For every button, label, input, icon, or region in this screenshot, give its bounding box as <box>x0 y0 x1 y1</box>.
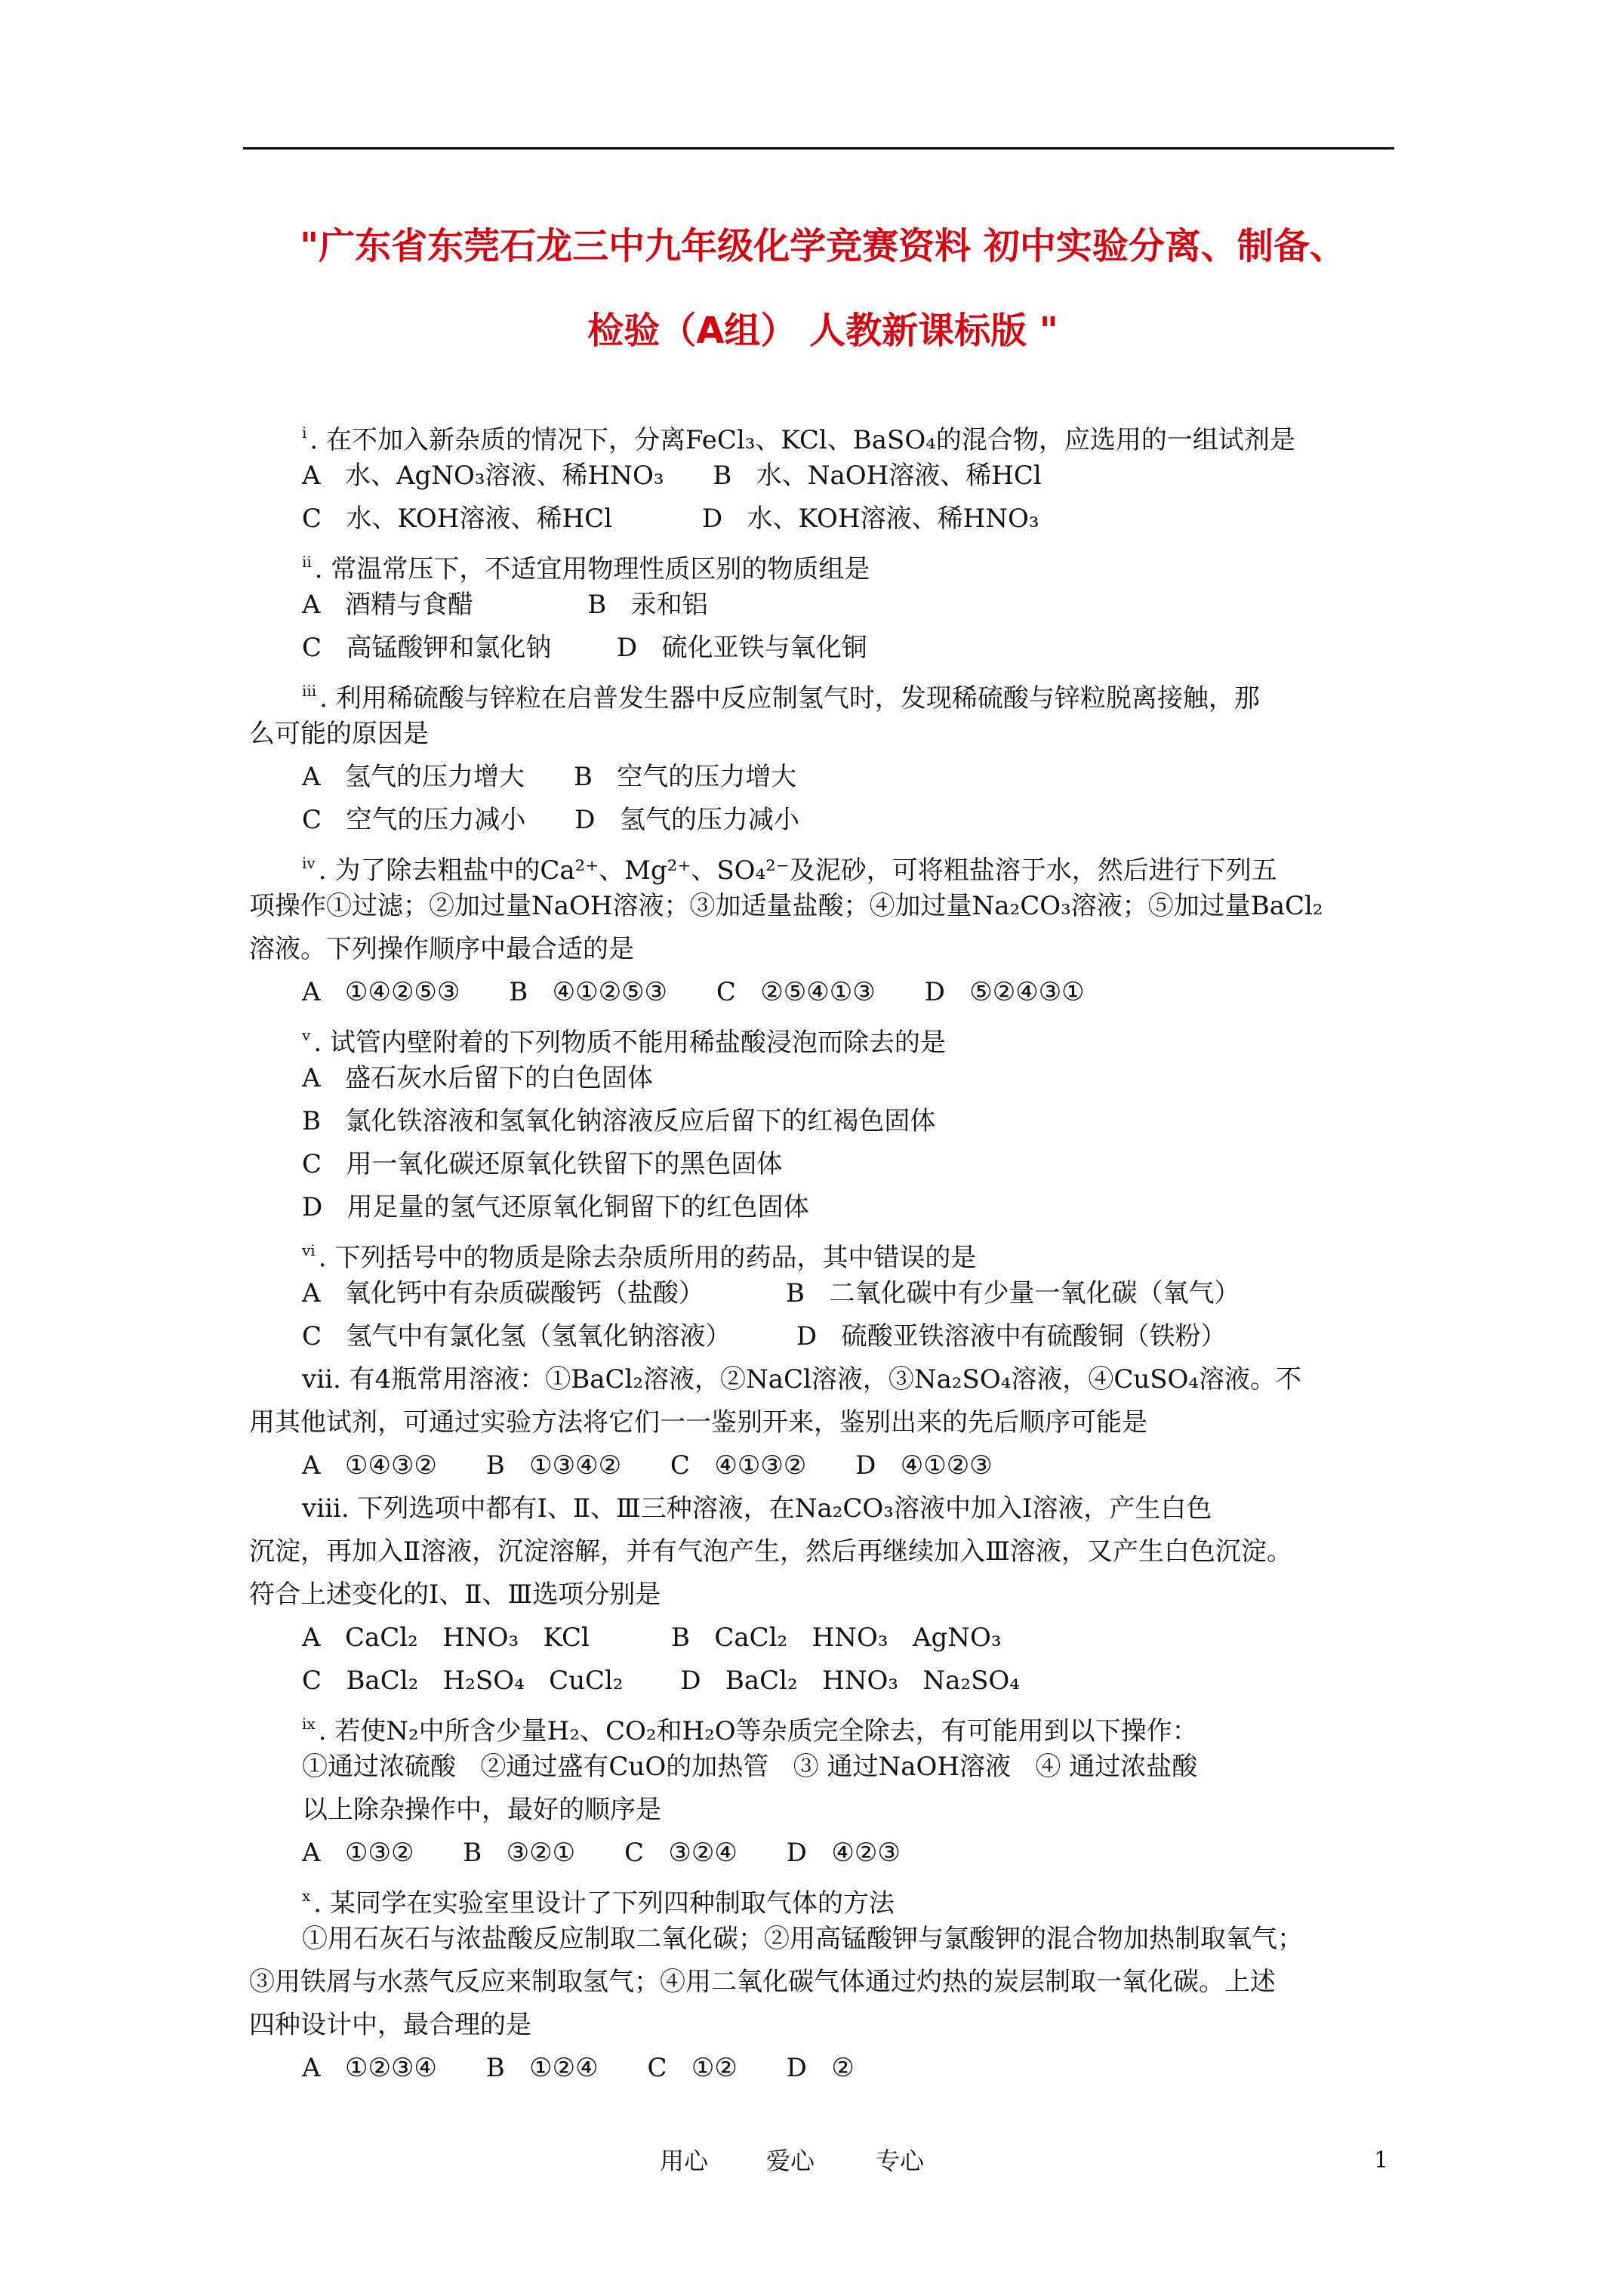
text-line <box>0 885 1623 928</box>
line-text: A 盛石灰水后留下的白色固体 <box>302 1063 653 1093</box>
question-number: ix <box>302 1715 316 1733</box>
line-text: 溶液。下列操作顺序中最合适的是 <box>249 934 634 964</box>
text-line <box>0 1315 1623 1358</box>
text-line <box>0 455 1623 498</box>
text-line <box>0 541 1623 584</box>
question-body <box>0 411 1623 2090</box>
line-text: A ①③② B ③②① C ③②④ D ④②③ <box>302 1838 901 1868</box>
question-number: iii <box>302 682 317 700</box>
line-text: viii. 下列选项中都有Ⅰ、Ⅱ、Ⅲ三种溶液，在Na₂CO₃溶液中加入Ⅰ溶液，产生白色 <box>302 1493 1212 1524</box>
text-line <box>0 2004 1623 2047</box>
line-text: . 某同学在实验室里设计了下列四种制取气体的方法 <box>313 1888 895 1918</box>
line-text: . 利用稀硫酸与锌粒在启普发生器中反应制氢气时，发现稀硫酸与锌粒脱离接触，那 <box>319 683 1260 713</box>
line-text: A ①②③④ B ①②④ C ①② D ② <box>302 2053 855 2083</box>
line-text: A 水、AgNO₃溶液、稀HNO₃ B 水、NaOH溶液、稀HCl <box>302 461 1042 491</box>
text-line <box>0 1272 1623 1315</box>
text-line <box>0 928 1623 971</box>
text-line <box>0 842 1623 885</box>
line-text: . 试管内壁附着的下列物质不能用稀盐酸浸泡而除去的是 <box>313 1028 946 1058</box>
text-line <box>0 1057 1623 1100</box>
text-line <box>0 1401 1623 1444</box>
line-text: C 氢气中有氯化氢（氢氧化钠溶液） D 硫酸亚铁溶液中有硫酸铜（铁粉） <box>302 1321 1227 1351</box>
text-line <box>0 1358 1623 1401</box>
text-line <box>0 1918 1623 1961</box>
line-text: C 空气的压力减小 D 氢气的压力减小 <box>302 805 799 835</box>
line-text: C 水、KOH溶液、稀HCl D 水、KOH溶液、稀HNO₃ <box>302 504 1039 534</box>
text-line <box>0 799 1623 842</box>
question-number: x <box>302 1887 311 1905</box>
line-text: ①通过浓硫酸 ②通过盛有CuO的加热管 ③ 通过NaOH溶液 ④ 通过浓盐酸 <box>302 1752 1198 1782</box>
line-text: 项操作①过滤；②加过量NaOH溶液；③加适量盐酸；④加过量Na₂CO₃溶液；⑤加过量BaCl₂ <box>249 891 1323 921</box>
line-text: C BaCl₂ H₂SO₄ CuCl₂ D BaCl₂ HNO₃ Na₂SO₄ <box>302 1666 1020 1696</box>
question-number: i <box>302 424 307 442</box>
text-line <box>0 971 1623 1014</box>
question-number: v <box>302 1026 311 1044</box>
line-text: 以上除杂操作中，最好的顺序是 <box>302 1795 661 1825</box>
text-line <box>0 1530 1623 1573</box>
line-text: C 高锰酸钾和氯化钠 D 硫化亚铁与氧化铜 <box>302 633 867 663</box>
doc-title-line-1: "广东省东莞石龙三中九年级化学竞赛资料 初中实验分离、制备、 <box>300 225 1346 267</box>
text-line <box>0 1703 1623 1746</box>
page-number: 1 <box>1374 2147 1389 2174</box>
text-line <box>0 1229 1623 1272</box>
question-number: ii <box>302 553 312 571</box>
text-line <box>0 1616 1623 1660</box>
footer-item-2: 爱心 <box>766 2147 815 2175</box>
line-text: C 用一氧化碳还原氧化铁留下的黑色固体 <box>302 1149 783 1179</box>
text-line <box>0 756 1623 799</box>
line-text: . 下列括号中的物质是除去杂质所用的药品，其中错误的是 <box>318 1243 977 1273</box>
line-text: . 若使N₂中所含少量H₂、CO₂和H₂O等杂质完全除去，有可能用到以下操作： <box>318 1716 1198 1746</box>
line-text: 符合上述变化的Ⅰ、Ⅱ、Ⅲ选项分别是 <box>249 1579 661 1610</box>
line-text: vii. 有4瓶常用溶液：①BaCl₂溶液，②NaCl溶液，③Na₂SO₄溶液，④CuSO₄溶液。不 <box>302 1364 1302 1395</box>
text-line <box>0 1444 1623 1487</box>
line-text: A ①④②⑤③ B ④①②⑤③ C ②⑤④①③ D ⑤②④③① <box>302 977 1085 1007</box>
line-text: D 用足量的氢气还原氧化铜留下的红色固体 <box>302 1192 809 1222</box>
text-line <box>0 1100 1623 1143</box>
text-line <box>0 1832 1623 1875</box>
text-line <box>0 498 1623 541</box>
text-line <box>0 1875 1623 1918</box>
text-line <box>0 1186 1623 1229</box>
line-text: A CaCl₂ HNO₃ KCl B CaCl₂ HNO₃ AgNO₃ <box>302 1623 1002 1653</box>
question-number: iv <box>302 854 316 872</box>
text-line <box>0 1487 1623 1530</box>
footer-item-3: 专心 <box>876 2147 925 2175</box>
line-text: ①用石灰石与浓盐酸反应制取二氧化碳；②用高锰酸钾与氯酸钾的混合物加热制取氧气； <box>302 1924 1303 1954</box>
line-text: A 氢气的压力增大 B 空气的压力增大 <box>302 762 797 792</box>
doc-title-line-2: 检验（A组） 人教新课标版 " <box>587 310 1058 352</box>
text-line <box>0 1143 1623 1186</box>
text-line <box>0 1014 1623 1057</box>
text-line <box>0 1660 1623 1703</box>
line-text: . 在不加入新杂质的情况下，分离FeCl₃、KCl、BaSO₄的混合物，应选用的一组试剂是 <box>310 425 1295 455</box>
line-text: A 氧化钙中有杂质碳酸钙（盐酸） B 二氧化碳中有少量一氧化碳（氧气） <box>302 1278 1240 1308</box>
text-line <box>0 627 1623 670</box>
line-text: A 酒精与食醋 B 汞和铝 <box>302 590 708 620</box>
line-text: A ①④③② B ①③④② C ④①③② D ④①②③ <box>302 1450 993 1481</box>
line-text: ③用铁屑与水蒸气反应来制取氢气；④用二氧化碳气体通过灼热的炭层制取一氧化碳。上述 <box>249 1967 1276 1997</box>
page-footer <box>0 2138 1623 2184</box>
text-line <box>0 670 1623 713</box>
line-text: 么可能的原因是 <box>249 719 429 749</box>
line-text: 沉淀，再加入Ⅱ溶液，沉淀溶解，并有气泡产生，然后再继续加入Ⅲ溶液，又产生白色沉淀。 <box>249 1536 1292 1567</box>
text-line <box>0 1789 1623 1832</box>
question-number: vi <box>302 1241 316 1259</box>
line-text: 四种设计中，最合理的是 <box>249 2010 531 2040</box>
footer-item-1: 用心 <box>660 2147 709 2175</box>
text-line <box>0 713 1623 756</box>
line-text: . 为了除去粗盐中的Ca²⁺、Mg²⁺、SO₄²⁻及泥砂，可将粗盐溶于水，然后进行下列五 <box>318 855 1277 886</box>
line-text: B 氯化铁溶液和氢氧化钠溶液反应后留下的红褐色固体 <box>302 1106 936 1136</box>
text-line <box>0 411 1623 455</box>
text-line <box>0 584 1623 627</box>
header-rule <box>243 147 1394 149</box>
text-line <box>0 1573 1623 1616</box>
text-line <box>0 2047 1623 2090</box>
line-text: . 常温常压下，不适宜用物理性质区别的物质组是 <box>314 554 870 584</box>
line-text: 用其他试剂，可通过实验方法将它们一一鉴别开来，鉴别出来的先后顺序可能是 <box>249 1407 1147 1438</box>
text-line <box>0 1746 1623 1789</box>
text-line <box>0 1961 1623 2004</box>
